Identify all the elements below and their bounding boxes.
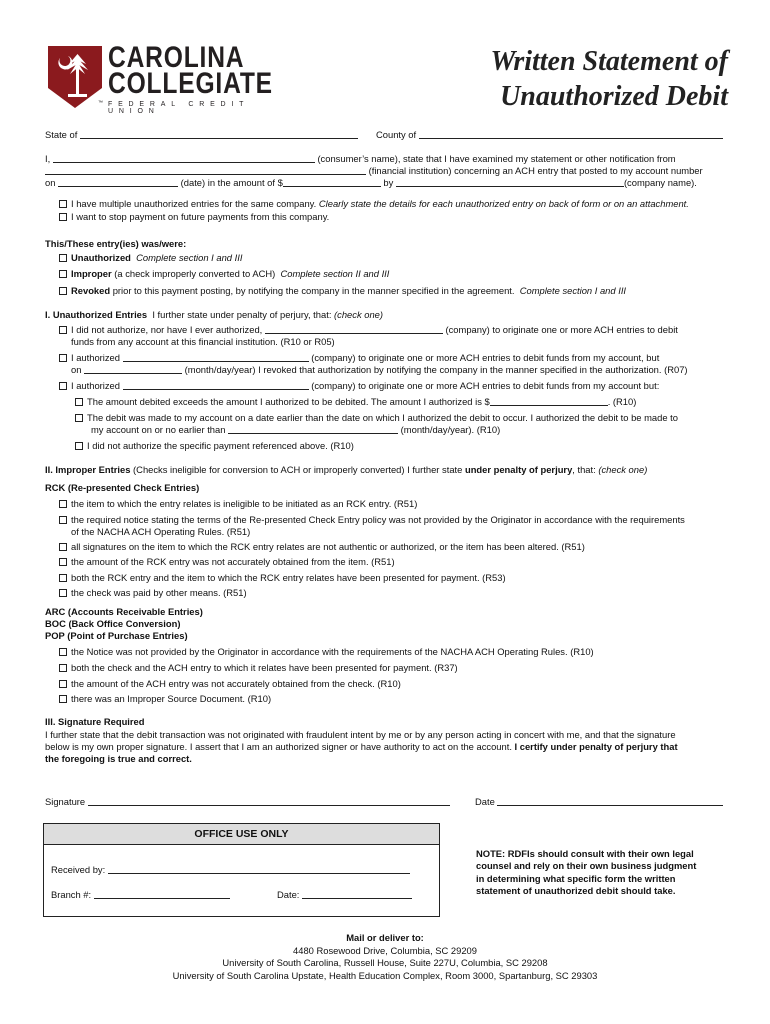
s1-authorized-amount-field[interactable] — [490, 396, 608, 406]
office-date-label: Date: — [277, 889, 300, 900]
consumer-line-2 — [45, 165, 705, 177]
improper-note: Complete section II and III — [280, 268, 390, 279]
s1-a2-company-field[interactable] — [123, 352, 309, 362]
signature-field[interactable] — [88, 796, 450, 806]
rck-option-5 — [59, 572, 506, 584]
multiple-entries-label: I have multiple unauthorized entries for the same company. — [71, 198, 317, 209]
form-title — [491, 44, 729, 114]
s1-a3-text-b: (company) to originate one or more ACH entries to debit funds from my account but: — [311, 380, 660, 391]
by-label: by — [383, 177, 394, 188]
note-line-4: statement of unauthorized debit should take. — [476, 884, 676, 896]
arc-3-text: the amount of the ACH entry was not accurately obtained from the check. (R10) — [71, 678, 401, 689]
improper-option — [59, 268, 389, 280]
signature-row — [45, 796, 450, 808]
rck-6-checkbox[interactable] — [59, 589, 67, 597]
revoked-desc: prior to this payment posting, by notifying the company in the manner specified in the agreement. — [112, 285, 515, 296]
s1-sub-1 — [75, 396, 636, 408]
date-row — [475, 796, 723, 808]
arc-2-checkbox[interactable] — [59, 664, 67, 672]
section-2-that: , that: — [572, 464, 596, 475]
s1-a1-text: I did not authorize, nor have I ever authorized, — [71, 324, 263, 335]
stop-payment-checkbox[interactable] — [59, 213, 67, 221]
s1-sub-2-text-b: my account on or no earlier than — [91, 424, 226, 435]
mail-line-1: 4480 Rosewood Drive, Columbia, SC 29209 — [293, 944, 477, 956]
palmetto-crescent-shield-icon — [46, 44, 104, 110]
consumer-line-1-text: (consumer’s name), state that I have examined my statement or other notification from — [317, 153, 676, 164]
rck-1-text: the item to which the entry relates is ineligible to be initiated as an RCK entry. (R51) — [71, 498, 418, 509]
s1-a1-checkbox[interactable] — [59, 326, 67, 334]
mail-block — [0, 932, 770, 982]
county-field[interactable] — [419, 129, 723, 139]
unauthorized-checkbox[interactable] — [59, 254, 67, 262]
s1-option-a3 — [59, 380, 659, 392]
section-2-heading — [45, 464, 647, 476]
s1-sub-3-checkbox[interactable] — [75, 442, 83, 450]
rck-option-6 — [59, 587, 247, 599]
s1-earliest-date-field[interactable] — [228, 424, 398, 434]
arc-4-text: there was an Improper Source Document. (R10) — [71, 693, 272, 704]
section-3-line-1: I further state that the debit transaction was not originated with fraudulent intent by me or by any person acting in concert with me, and that the signature — [45, 729, 676, 740]
rdfi-note — [476, 848, 722, 897]
revoked-option — [59, 285, 626, 297]
s1-a1-line-2: funds from any account at this financial institution. (R10 or R05) — [71, 336, 335, 347]
s1-option-a2 — [59, 352, 659, 364]
consumer-line-2-text: (financial institution) concerning an ACH entry that posted to my account number — [368, 165, 703, 176]
rck-5-text: both the RCK entry and the item to which the RCK entry relates have been presented for payment. (R53) — [71, 572, 506, 583]
s1-a3-checkbox[interactable] — [59, 382, 67, 390]
logo-line-2: COLLEGIATE — [108, 67, 273, 100]
s1-a3-text: I authorized — [71, 380, 120, 391]
title-line-2: Unauthorized Debit — [500, 81, 728, 112]
date-label: Date — [475, 796, 495, 807]
improper-label: Improper — [71, 268, 112, 279]
signature-label: Signature — [45, 796, 86, 807]
unauthorized-option — [59, 252, 242, 264]
s1-a2-on-label: on — [71, 364, 82, 375]
office-use-box — [43, 823, 440, 917]
rck-heading: RCK (Re-presented Check Entries) — [45, 482, 200, 493]
note-line-2: counsel and rely on their own business judgment — [476, 860, 697, 872]
s1-sub-2-text-c: (month/day/year). (R10) — [400, 424, 501, 435]
section-3-heading: III. Signature Required — [45, 716, 145, 727]
rck-2-text: the required notice stating the terms of the Re-presented Check Entry policy was not provided by the Originator in accordance with the requirements — [71, 514, 685, 525]
boc-heading: BOC (Back Office Conversion) — [45, 618, 181, 629]
stop-payment-label: I want to stop payment on future payments from this company. — [71, 211, 330, 222]
multiple-entries-note: Clearly state the details for each unauthorized entry on back of form or on an attachment. — [318, 198, 689, 209]
received-by-field[interactable] — [108, 864, 410, 874]
posting-date-field[interactable] — [58, 177, 178, 187]
arc-option-3 — [59, 678, 401, 690]
note-line-1: NOTE: RDFIs should consult with their own legal — [476, 848, 694, 859]
s1-sub-3 — [75, 440, 354, 452]
arc-1-checkbox[interactable] — [59, 648, 67, 656]
rck-option-3 — [59, 541, 585, 553]
rck-6-text: the check was paid by other means. (R51) — [71, 587, 247, 598]
arc-1-text: the Notice was not provided by the Originator in accordance with the requirements of the NACHA ACH Operating Rules. (R10) — [71, 646, 594, 657]
section-1-check-one: (check one) — [334, 309, 384, 320]
received-by-label: Received by: — [51, 864, 106, 875]
amount-field[interactable] — [283, 177, 381, 187]
multiple-entries-checkbox[interactable] — [59, 200, 67, 208]
s1-a3-company-field[interactable] — [123, 380, 309, 390]
section-3-line-2-text: below is my own proper signature. I assert that I am an authorized signer or have authority to act on the account. — [45, 741, 512, 752]
section-3-line-2 — [45, 741, 678, 753]
consumer-name-field[interactable] — [53, 153, 315, 163]
s1-sub-1-text-b: . (R10) — [607, 396, 637, 407]
s1-a2-text-c: (month/day/year) I revoked that authorization by notifying the company in the manner specified in the authorization. (R07) — [184, 364, 688, 375]
unauthorized-note: Complete section I and III — [136, 252, 243, 263]
s1-sub-1-text: The amount debited exceeds the amount I authorized to be debited. The amount I authorized is $ — [87, 396, 490, 407]
entries-heading: This/These entry(ies) was/were: — [45, 238, 187, 249]
s1-a1-text-b: (company) to originate one or more ACH entries to debit — [445, 324, 678, 335]
mail-heading: Mail or deliver to: — [346, 932, 424, 943]
company-name-label: (company name). — [623, 177, 697, 188]
rck-3-checkbox[interactable] — [59, 543, 67, 551]
logo — [46, 41, 273, 115]
s1-a2-date-field[interactable] — [84, 364, 182, 374]
section-2-perjury: under penalty of perjury — [464, 464, 573, 475]
state-field[interactable] — [80, 129, 358, 139]
amount-label: (date) in the amount of $ — [180, 177, 283, 188]
section-1-title: I. Unauthorized Entries — [45, 309, 148, 320]
on-label: on — [45, 177, 56, 188]
note-line-3: in determining what specific form the written — [476, 872, 676, 884]
section-2-check-one: (check one) — [598, 464, 648, 475]
s1-a2-checkbox[interactable] — [59, 354, 67, 362]
improper-desc: (a check improperly converted to ACH) — [114, 268, 276, 279]
logo-line-1: CAROLINA — [108, 41, 245, 74]
s1-a2-text: I authorized — [71, 352, 120, 363]
consumer-line-3 — [45, 177, 697, 189]
stop-payment-option — [59, 211, 329, 223]
date-field[interactable] — [497, 796, 723, 806]
arc-option-4 — [59, 693, 271, 705]
county-label: County of — [376, 129, 417, 140]
s1-option-a1 — [59, 324, 678, 336]
arc-2-text: both the check and the ACH entry to which it relates have been presented for payment. (R37) — [71, 662, 458, 673]
section-3-line-3: the foregoing is true and correct. — [45, 753, 192, 764]
arc-4-checkbox[interactable] — [59, 695, 67, 703]
revoked-checkbox[interactable] — [59, 287, 67, 295]
office-date-field[interactable] — [302, 889, 412, 899]
revoked-note: Complete section I and III — [519, 285, 627, 296]
branch-label: Branch #: — [51, 889, 92, 900]
rck-4-checkbox[interactable] — [59, 558, 67, 566]
state-label: State of — [45, 129, 78, 140]
s1-a2-text-b: (company) to originate one or more ACH entries to debit funds from my account, but — [311, 352, 660, 363]
section-3-certify: I certify under penalty of perjury that — [514, 741, 678, 752]
rck-4-text: the amount of the RCK entry was not accurately obtained from the item. (R51) — [71, 556, 395, 567]
section-2-title: II. Improper Entries — [45, 464, 131, 475]
arc-heading: ARC (Accounts Receivable Entries) — [45, 606, 203, 617]
section-2-intro: (Checks ineligible for conversion to ACH or improperly converted) I further state — [133, 464, 463, 475]
s1-a2-line-2 — [71, 364, 688, 376]
logo-line-3: FEDERAL CREDIT UNION — [108, 101, 250, 115]
rck-2-checkbox[interactable] — [59, 516, 67, 524]
rck-option-4 — [59, 556, 395, 568]
arc-3-checkbox[interactable] — [59, 680, 67, 688]
branch-row — [51, 889, 230, 901]
multiple-entries-option — [59, 198, 689, 210]
improper-checkbox[interactable] — [59, 270, 67, 278]
pop-heading: POP (Point of Purchase Entries) — [45, 630, 188, 641]
section-1-heading — [45, 309, 383, 321]
rck-3-text: all signatures on the item to which the RCK entry relates are not authentic or authorized, or the item has been altered. (R51) — [71, 541, 585, 552]
arc-option-1 — [59, 646, 594, 658]
mail-line-2: University of South Carolina, Russell House, Suite 227U, Columbia, SC 29208 — [222, 957, 548, 968]
s1-sub-3-text: I did not authorize the specific payment referenced above. (R10) — [87, 440, 354, 451]
s1-sub-2-text: The debit was made to my account on a date earlier than the date on which I authorized the debit to occur. I authorized the debit to be made to — [87, 412, 678, 423]
office-date-row — [277, 889, 412, 901]
s1-sub-1-checkbox[interactable] — [75, 398, 83, 406]
i-label: I, — [45, 153, 51, 164]
section-1-intro: I further state under penalty of perjury, that: — [152, 309, 332, 320]
s1-a1-company-field[interactable] — [265, 324, 443, 334]
rck-5-checkbox[interactable] — [59, 574, 67, 582]
county-row — [376, 129, 723, 141]
s1-sub-2 — [75, 412, 678, 424]
branch-field[interactable] — [94, 889, 230, 899]
rck-1-checkbox[interactable] — [59, 500, 67, 508]
financial-institution-field[interactable] — [45, 165, 366, 175]
title-line-1: Written Statement of — [490, 46, 728, 77]
s1-sub-2-line-2 — [91, 424, 500, 436]
arc-option-2 — [59, 662, 458, 674]
state-county-row — [45, 129, 358, 141]
rck-option-2-line-2: of the NACHA ACH Operating Rules. (R51) — [71, 526, 251, 537]
mail-line-3: University of South Carolina Upstate, Health Education Complex, Room 3000, Spartanburg, SC 29303 — [172, 969, 598, 981]
consumer-line-1 — [45, 153, 676, 165]
trademark-mark: ™ — [98, 100, 103, 106]
unauthorized-label: Unauthorized — [71, 252, 131, 263]
rck-option-2 — [59, 514, 685, 526]
rck-option-1 — [59, 498, 417, 510]
office-use-heading: OFFICE USE ONLY — [44, 824, 439, 845]
company-name-field[interactable] — [396, 177, 624, 187]
revoked-label: Revoked — [71, 285, 111, 296]
s1-sub-2-checkbox[interactable] — [75, 414, 83, 422]
received-by-row — [51, 864, 410, 876]
